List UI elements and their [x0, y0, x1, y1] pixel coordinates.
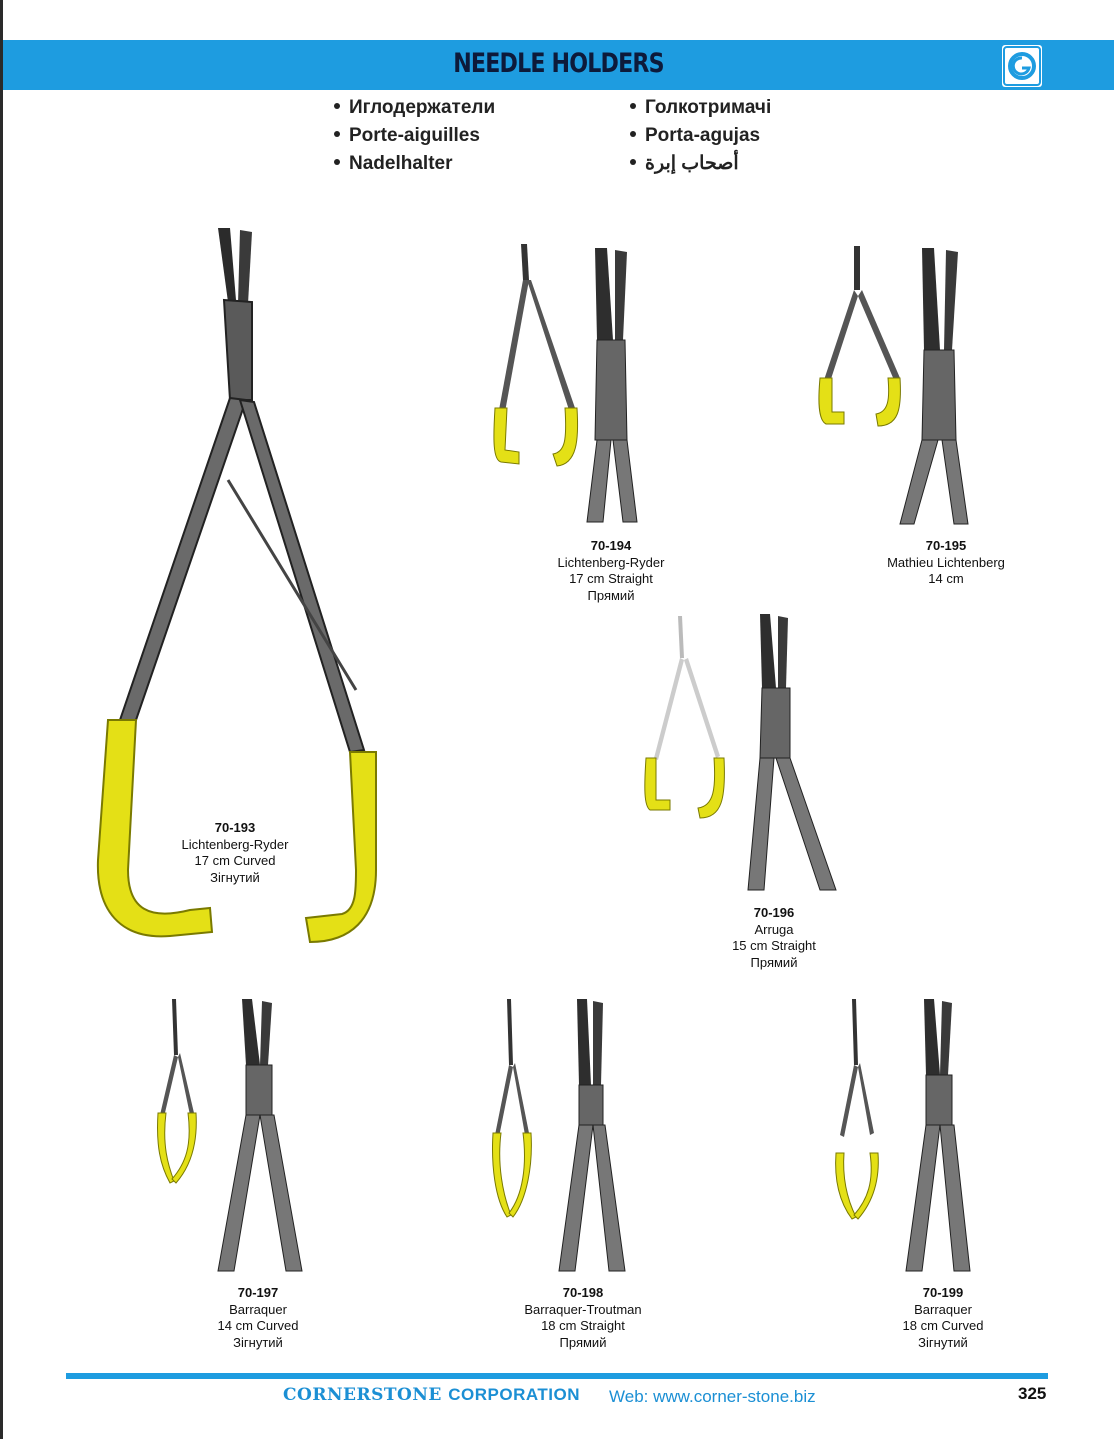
product-caption-70-193: [135, 820, 335, 886]
header-band: [3, 40, 1114, 90]
translation-item: Голкотримачі: [630, 94, 771, 122]
product-note: Зігнутий: [918, 1334, 968, 1350]
product-spec: 18 cm Straight: [541, 1318, 625, 1333]
company-name: CORNERSTONE: [283, 1385, 442, 1405]
product-spec: 18 cm Curved: [902, 1318, 984, 1333]
product-code: 70-194: [590, 538, 632, 553]
page-title: NEEDLE HOLDERS: [453, 48, 664, 79]
product-spec: 14 cm Curved: [217, 1318, 299, 1333]
needle-holder-70-199-image: [830, 995, 1000, 1277]
product-spec: 15 cm Straight: [732, 938, 816, 953]
needle-holder-70-196-image: [640, 608, 840, 898]
needle-holder-70-195-image: [810, 240, 1000, 530]
translation-item: أصحاب إبرة: [630, 150, 771, 178]
product-code: 70-196: [753, 905, 795, 920]
translations-right: [630, 94, 771, 178]
product-spec: 17 cm Straight: [569, 571, 653, 586]
product-note: Прямий: [587, 587, 635, 603]
product-note: Прямий: [750, 954, 798, 970]
page-number: 325: [1018, 1384, 1047, 1403]
needle-holder-70-198-image: [485, 995, 655, 1277]
translation-item: Nadelhalter: [334, 150, 495, 178]
product-code: 70-195: [925, 538, 967, 553]
product-caption-70-199: [843, 1285, 1043, 1351]
product-caption-70-196: [674, 905, 874, 971]
product-name: Mathieu Lichtenberg: [887, 554, 1005, 570]
product-name: Barraquer: [914, 1301, 972, 1317]
product-note: Зігнутий: [233, 1334, 283, 1350]
translation-item: Porta-agujas: [630, 122, 771, 150]
product-caption-70-197: [158, 1285, 358, 1351]
company-suffix: CORPORATION: [448, 1385, 580, 1404]
product-note: Прямий: [559, 1334, 607, 1350]
needle-holder-70-197-image: [150, 995, 320, 1277]
cornerstone-logo-icon: [1002, 45, 1042, 87]
product-note: Зігнутий: [210, 869, 260, 885]
product-code: 70-197: [237, 1285, 279, 1300]
footer-rule: [66, 1373, 1048, 1379]
product-name: Lichtenberg-Ryder: [557, 554, 665, 570]
product-caption-70-194: [511, 538, 711, 604]
product-code: 70-199: [922, 1285, 964, 1300]
product-code: 70-198: [562, 1285, 604, 1300]
product-caption-70-198: [483, 1285, 683, 1351]
product-name: Lichtenberg-Ryder: [181, 836, 289, 852]
translation-item: Иглодержатели: [334, 94, 495, 122]
product-caption-70-195: [846, 538, 1046, 588]
product-spec: 14 cm: [928, 571, 964, 586]
translation-item: Porte-aiguilles: [334, 122, 495, 150]
product-name: Arruga: [754, 921, 794, 937]
footer-company: [283, 1385, 580, 1405]
needle-holder-70-194-image: [485, 240, 665, 530]
product-name: Barraquer-Troutman: [524, 1301, 642, 1317]
translations-left: [334, 94, 495, 178]
product-name: Barraquer: [229, 1301, 287, 1317]
footer-website-link[interactable]: Web: www.corner-stone.biz: [609, 1387, 816, 1406]
product-code: 70-193: [214, 820, 256, 835]
product-spec: 17 cm Curved: [194, 853, 276, 868]
page-left-border: [0, 0, 3, 1439]
